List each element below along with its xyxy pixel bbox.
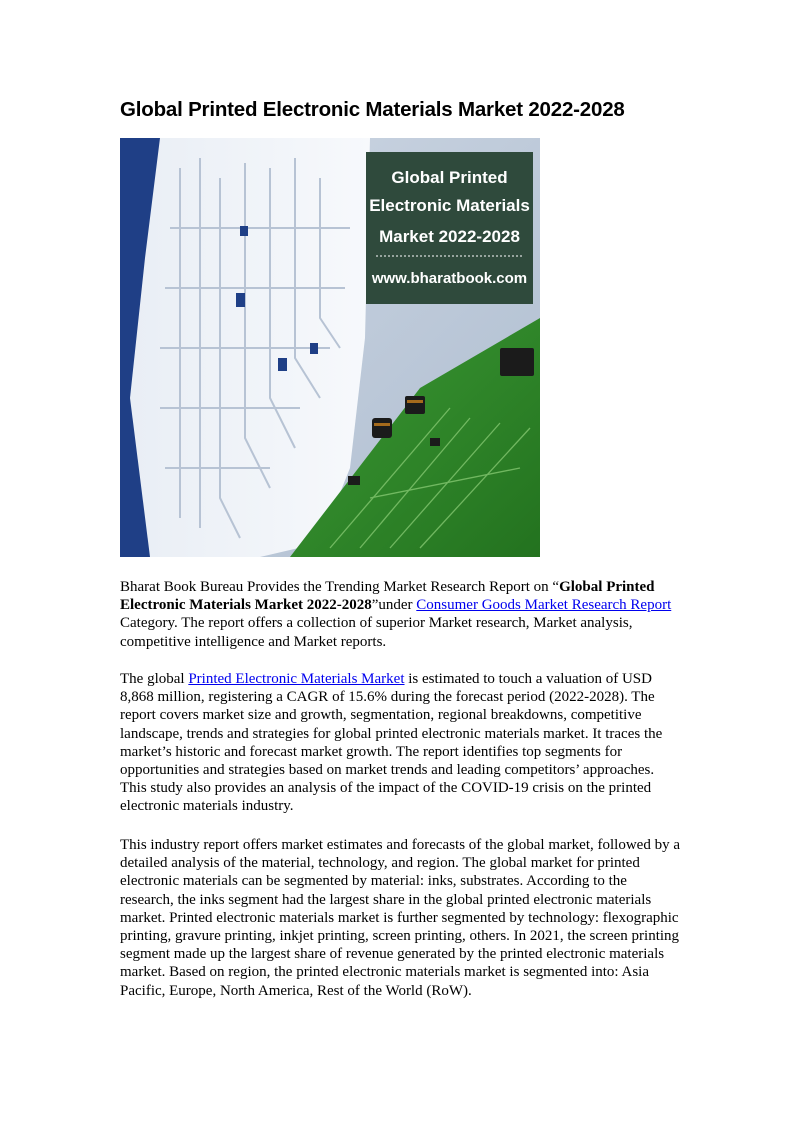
paragraph-segmentation: This industry report offers market estimates and forecasts of the global market, followed by a detailed analysis of the material, technology, and region. The global market for printed electronic materials can be segmented by material: inks, substrates. According to the research, the inks segment had the largest share in the global printed electronic materials market. Printed electronic materials market is further segmented by technology: flexographic printing, gravure printing, inkjet printing, screen printing, others. In 2021, the screen printing segment made up the largest share of revenue generated by the printed electronic materials market. Based on region, the printed electronic materials market is segmented into: Asia Pacific, Europe, North America, Rest of the World (RoW).	[120, 837, 680, 999]
intro-suffix: Category. The report offers a collection of superior Market research, Market analysis, competitive intelligence and Market reports.	[120, 615, 633, 650]
overview-suffix: is estimated to touch a valuation of USD 8,868 million, registering a CAGR of 15.6% during the forecast period (2022-2028). The report covers market size and growth, segmentation, regional breakdowns, competitive landscape, trends and strategies for global printed electronic materials market. It traces the market’s historic and forecast market growth. The report identifies top segments for opportunities and strategies based on market trends and leading competitors’ approaches. This study also provides an analysis of the impact of the COVID-19 crisis on the printed electronic materials industry.	[120, 671, 663, 815]
intro-prefix: Bharat Book Bureau Provides the Trending Market Research Report on “	[120, 579, 560, 595]
page-title: Global Printed Electronic Materials Market 2022-2028	[120, 98, 625, 121]
report-banner-image	[120, 138, 540, 557]
banner-line-3: Market 2022-2028	[379, 227, 520, 246]
banner-line-1: Global Printed	[391, 168, 508, 187]
intro-report-title: Global Printed Electronic Materials Market 2022-2028	[120, 579, 655, 614]
intro-mid: ”under	[371, 597, 417, 614]
paragraph-intro	[120, 578, 680, 651]
banner-url: www.bharatbook.com	[371, 270, 528, 287]
paragraph-market-overview	[120, 670, 680, 816]
printed-electronic-materials-market-link[interactable]: Printed Electronic Materials Market	[188, 671, 405, 687]
overview-prefix: The global	[120, 671, 189, 687]
consumer-goods-report-link[interactable]: Consumer Goods Market Research Report	[416, 597, 672, 614]
banner-line-2: Electronic Materials	[369, 196, 530, 215]
